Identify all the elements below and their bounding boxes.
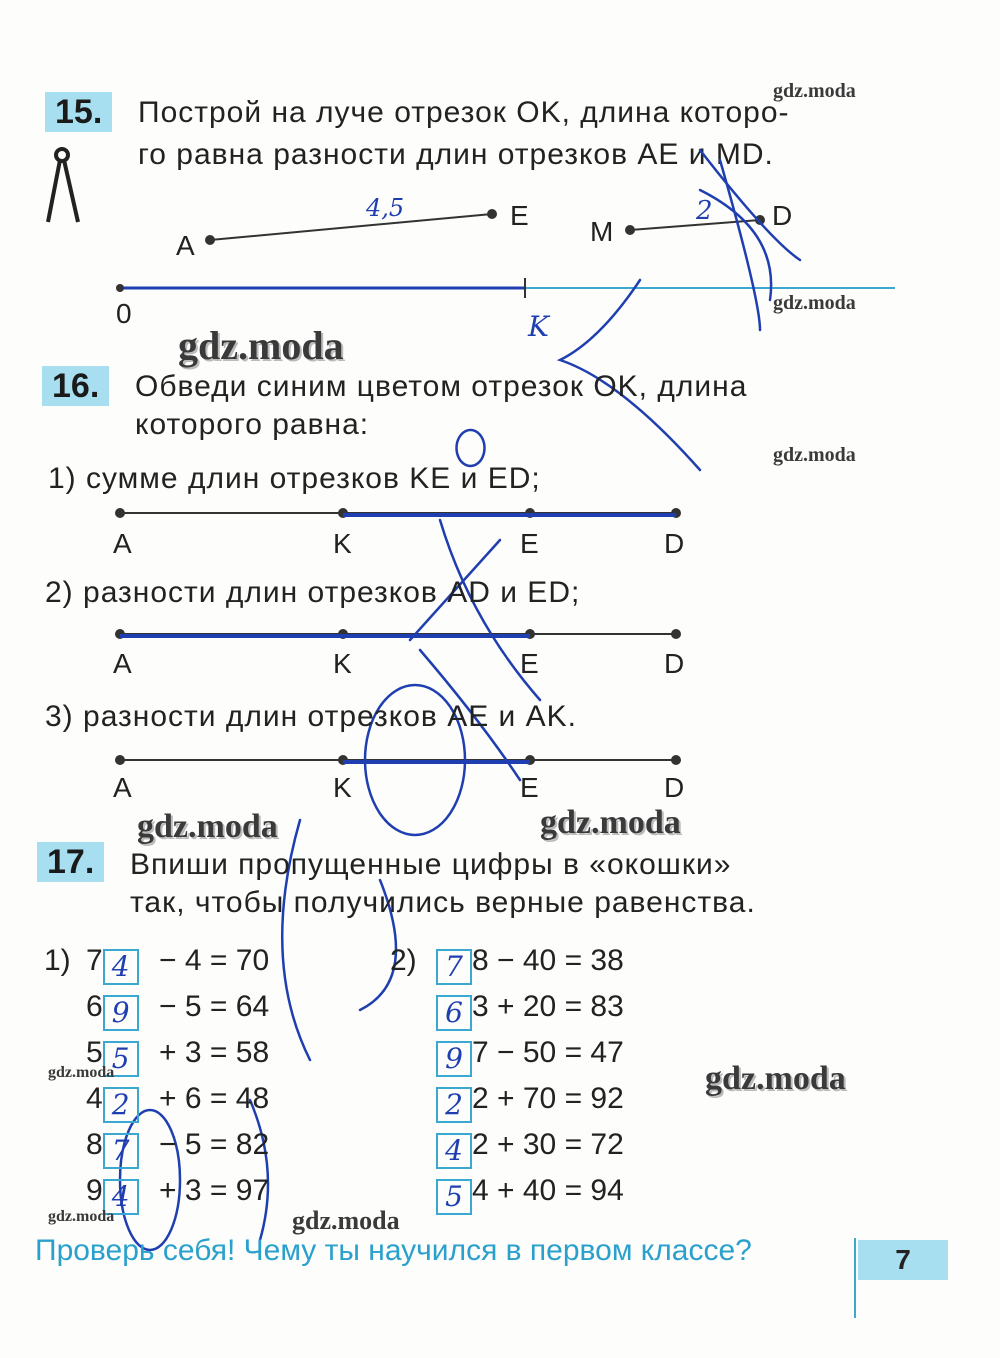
label-D: D	[664, 772, 685, 803]
label-K-handwritten: K	[528, 310, 549, 343]
label-E: E	[520, 772, 539, 803]
digit-box[interactable]: 9	[436, 1041, 472, 1077]
equation-2-1: 7 8 − 40 = 38	[436, 944, 624, 985]
digit-box[interactable]: 4	[103, 1179, 139, 1215]
watermark: gdz.moda	[773, 292, 856, 314]
label-E-15: E	[510, 200, 529, 231]
exercise-15-number: 15.	[45, 92, 112, 132]
column-1-label: 1)	[44, 944, 71, 977]
digit-box[interactable]: 2	[103, 1087, 139, 1123]
exercise-15-text-line-2: го равна разности длин отрезков AE и MD.	[138, 138, 774, 171]
digit-box[interactable]: 2	[436, 1087, 472, 1123]
exercise-16-item-1: 1) сумме длин отрезков KE и ED;	[48, 462, 541, 495]
exercise-16-number: 16.	[42, 366, 109, 406]
label-0: 0	[116, 298, 132, 329]
watermark: gdz.moda	[178, 323, 344, 368]
digit-box[interactable]: 9	[103, 995, 139, 1031]
equation-2-3: 9 7 − 50 = 47	[436, 1036, 624, 1077]
column-2-label: 2)	[390, 944, 417, 977]
label-K: K	[333, 772, 352, 803]
digit-box[interactable]: 5	[103, 1041, 139, 1077]
handwritten-AE-length: 4,5	[366, 194, 405, 222]
segment-MD	[630, 220, 760, 230]
compass-icon	[48, 149, 78, 222]
label-K: K	[333, 648, 352, 679]
digit-box[interactable]: 5	[436, 1179, 472, 1215]
equation-1-6: 9 4 + 3 = 97	[86, 1174, 270, 1213]
equation-1-4: 4 2 + 6 = 48	[86, 1082, 270, 1121]
label-D: D	[664, 648, 685, 679]
watermark: gdz.moda	[48, 1064, 115, 1081]
page-number-rule	[854, 1238, 856, 1318]
watermark: gdz.moda	[48, 1208, 115, 1225]
label-A-15: A	[176, 230, 195, 261]
label-E: E	[520, 648, 539, 679]
equation-1-5: 8 7 − 5 = 82	[86, 1128, 270, 1167]
watermark: gdz.moda	[705, 1060, 846, 1097]
watermark: gdz.moda	[773, 80, 856, 102]
exercise-16-text-line-2: которого равна:	[135, 408, 370, 441]
label-K: K	[333, 528, 352, 559]
label-E: E	[520, 528, 539, 559]
equation-1-3: 5 5 + 3 = 58	[86, 1036, 270, 1075]
equation-2-2: 6 3 + 20 = 83	[436, 990, 624, 1031]
equation-2-4: 2 2 + 70 = 92	[436, 1082, 624, 1123]
watermark: gdz.moda	[137, 808, 278, 845]
label-A: A	[113, 528, 132, 559]
footer-text: Проверь себя! Чему ты научился в первом классе?	[35, 1234, 752, 1267]
watermark: gdz.moda	[292, 1206, 400, 1235]
page-number: 7	[858, 1240, 948, 1280]
equation-2-6: 5 4 + 40 = 94	[436, 1174, 624, 1215]
equation-1-1: 7 4 − 4 = 70	[86, 944, 270, 983]
label-A: A	[113, 772, 132, 803]
watermark: gdz.moda	[540, 804, 681, 841]
label-D-15: D	[772, 200, 793, 231]
equation-1-2: 6 9 − 5 = 64	[86, 990, 270, 1029]
label-M-15: M	[590, 216, 614, 247]
exercise-16-item-2: 2) разности длин отрезков AD и ED;	[45, 576, 581, 609]
handwritten-MD-length: 2	[696, 196, 713, 226]
exercise-17-number: 17.	[37, 842, 104, 882]
exercise-17-text-line-2: так, чтобы получились верные равенства.	[130, 886, 756, 919]
exercise-16-text-line-1: Обведи синим цветом отрезок OK, длина	[135, 370, 748, 403]
exercise-15-text-line-1: Построй на луче отрезок OK, длина которо-	[138, 96, 790, 129]
label-A: A	[113, 648, 132, 679]
segment-AE	[210, 214, 492, 240]
exercise-16-item-3: 3) разности длин отрезков AE и AK.	[45, 700, 578, 733]
watermark: gdz.moda	[773, 444, 856, 466]
digit-box[interactable]: 4	[436, 1133, 472, 1169]
label-D: D	[664, 528, 685, 559]
digit-box[interactable]: 4	[103, 949, 139, 985]
digit-box[interactable]: 6	[436, 995, 472, 1031]
exercise-17-text-line-1: Впиши пропущенные цифры в «окошки»	[130, 848, 732, 881]
digit-box[interactable]: 7	[436, 949, 472, 985]
digit-box[interactable]: 7	[103, 1133, 139, 1169]
equation-2-5: 4 2 + 30 = 72	[436, 1128, 624, 1169]
